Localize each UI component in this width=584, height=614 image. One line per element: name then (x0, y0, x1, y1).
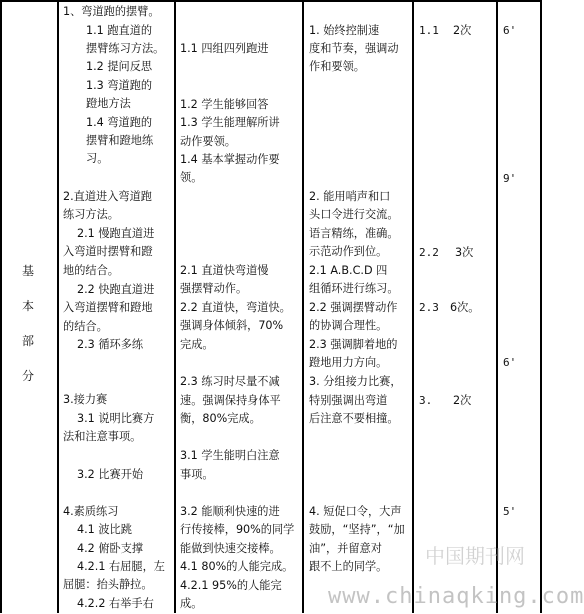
teacher-line: 度和节奏，强调动 (309, 42, 399, 55)
table-border-left (0, 0, 2, 613)
count-item-value: 2次 (453, 24, 472, 37)
teacher-line: 后注意不要相撞。 (309, 412, 399, 425)
content-line: 屈腿：抬头静拉。 (63, 578, 153, 591)
teacher-line: 示范动作到位。 (309, 245, 388, 258)
teacher-line: 组循环进行练习。 (309, 282, 399, 295)
column-divider (174, 0, 176, 613)
teacher-line: 头口令进行交流。 (309, 208, 399, 221)
count-item-value: 3次 (455, 246, 474, 259)
student-line: 速。强调保持身体平 (180, 394, 281, 407)
watermark-url: www.chinaqking.com (328, 584, 584, 609)
student-line: 2.3 练习时尽量不减 (180, 375, 280, 388)
content-line: 1.4 弯道跑的 (86, 116, 153, 129)
content-line: 摆臂练习方法。 (86, 42, 165, 55)
teacher-line: 2.3 强调脚着地的 (309, 338, 398, 351)
content-line: 法和注意事项。 (63, 430, 142, 443)
content-line: 4.2 俯卧支撑 (77, 542, 144, 555)
student-line: 4.1 80%的人能完成。 (180, 560, 294, 573)
teacher-line: 跟不上的同学。 (309, 560, 388, 573)
student-line: 行传接棒，90%的同学 (180, 523, 295, 536)
content-line: 3.1 说明比赛方 (77, 412, 155, 425)
content-line: 地的结合。 (63, 264, 119, 277)
student-line: 强调身体倾斜，70% (180, 319, 284, 332)
student-line: 能做到快速交接棒。 (180, 542, 281, 555)
teacher-line: 2.1 A.B.C.D 四 (309, 264, 388, 277)
student-line: 3.2 能顺利快速的进 (180, 505, 280, 518)
section-label-char: 本 (21, 299, 34, 313)
content-heading: 2.直道进入弯道跑 (63, 190, 152, 203)
count-item-number: 2.3 (419, 301, 439, 314)
time-value: 6' (503, 356, 517, 369)
student-line: 成。 (180, 597, 203, 610)
content-line: 摆臂和蹬地练 (86, 134, 154, 147)
teacher-line: 4. 短促口令，大声 (309, 505, 402, 518)
content-line: 4.2.1 右屈腿，左 (77, 560, 165, 573)
content-heading: 3.接力赛 (63, 393, 108, 406)
teacher-line: 鼓励，“坚持”，“加 (309, 523, 405, 536)
content-line: 习。 (86, 152, 109, 165)
content-line: 入弯道时摆臂和蹬 (63, 245, 153, 258)
student-line: 2.2 直道快，弯道快。 (180, 301, 291, 314)
student-line: 动作要领。 (180, 135, 236, 148)
student-line: 强摆臂动作。 (180, 282, 248, 295)
section-label-char: 分 (21, 369, 34, 383)
teacher-line: 1. 始终控制速 (309, 24, 380, 37)
student-line: 1.2 学生能够回答 (180, 98, 269, 111)
student-line: 事项。 (180, 468, 214, 481)
teacher-line: 蹬地用力方向。 (309, 356, 388, 369)
student-line: 1.1 四组四列跑进 (180, 42, 269, 55)
student-line: 领。 (180, 171, 203, 184)
teacher-line: 3. 分组接力比赛， (309, 375, 402, 388)
content-line: 2.1 慢跑直道进 (77, 227, 155, 240)
teacher-line: 的协调合理性。 (309, 319, 388, 332)
student-line: 2.1 直道快弯道慢 (180, 264, 269, 277)
content-line: 蹬地方法 (86, 97, 131, 110)
watermark-cn: 中国期刊网 (425, 544, 525, 568)
teacher-line: 作和要领。 (309, 60, 365, 73)
student-line: 衡，80%完成。 (180, 412, 261, 425)
teacher-line: 2. 能用哨声和口 (309, 190, 391, 203)
table-border-top (0, 0, 542, 2)
content-line: 4.2.2 右举手右 (77, 597, 154, 610)
count-item-value: 6次。 (450, 301, 480, 314)
column-divider (57, 0, 59, 613)
content-line: 2.3 循环多练 (77, 338, 144, 351)
student-line: 完成。 (180, 338, 214, 351)
student-line: 1.3 学生能理解所讲 (180, 116, 280, 129)
content-line: 的结合。 (63, 320, 108, 333)
table-border-right (540, 0, 542, 613)
count-item-number: 1.1 (419, 24, 439, 37)
column-divider (412, 0, 414, 613)
time-value: 6' (503, 24, 517, 37)
student-line: 1.4 基本掌握动作要 (180, 153, 280, 166)
content-line: 2.2 快跑直道进 (77, 283, 155, 296)
student-line: 4.2.1 95%的人能完 (180, 579, 282, 592)
column-divider (302, 0, 304, 613)
content-heading: 1、弯道跑的摆臂。 (63, 5, 160, 18)
section-label-char: 基 (21, 264, 34, 278)
column-divider (496, 0, 498, 613)
time-value: 9' (503, 172, 517, 185)
count-item-number: 3. (419, 394, 433, 407)
content-line: 入弯道摆臂和蹬地 (63, 301, 153, 314)
count-item-number: 2.2 (419, 246, 439, 259)
content-line: 1.2 提问反思 (86, 60, 153, 73)
count-item-value: 2次 (453, 394, 472, 407)
content-line: 练习方法。 (63, 208, 119, 221)
student-line: 3.1 学生能明白注意 (180, 449, 280, 462)
time-value: 5' (503, 505, 517, 518)
content-line: 4.1 波比跳 (77, 523, 132, 536)
teacher-line: 语言精练，准确。 (309, 227, 399, 240)
content-line: 3.2 比赛开始 (77, 468, 144, 481)
content-line: 1.1 跑直道的 (86, 24, 153, 37)
teacher-line: 油”，并留意对 (309, 542, 382, 555)
content-heading: 4.素质练习 (63, 505, 119, 518)
content-line: 1.3 弯道跑的 (86, 79, 153, 92)
teacher-line: 2.2 强调摆臂动作 (309, 301, 398, 314)
teacher-line: 特别强调出弯道 (309, 394, 388, 407)
section-label-char: 部 (21, 334, 34, 348)
